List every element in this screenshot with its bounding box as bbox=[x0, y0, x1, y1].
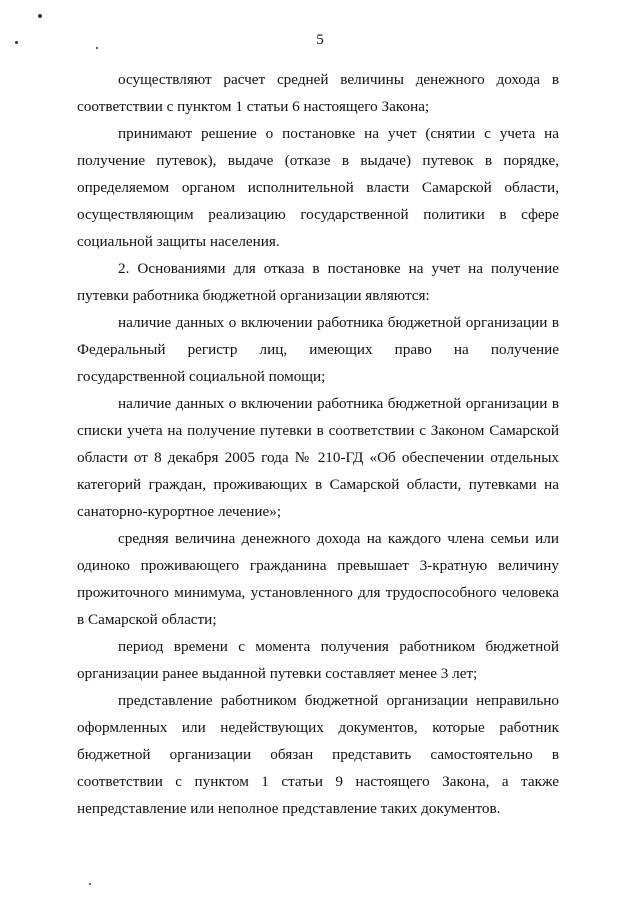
paragraph: наличие данных о включении работника бюджетной организации в списки учета на получение путевки в соответствии с Законом Самарской области от 8 декабря 2005 года № 210-ГД «Об обеспечении отдельных категорий граждан, проживающих в Самарской области, путевками на санаторно-курортное лечение»; bbox=[77, 395, 559, 520]
document-body bbox=[77, 66, 559, 822]
paragraph: средняя величина денежного дохода на каждого члена семьи или одиноко проживающего гражданина превышает 3-кратную величину прожиточного минимума, установленного для трудоспособного человека в Самарской области; bbox=[77, 530, 559, 628]
paragraph: осуществляют расчет средней величины денежного дохода в соответствии с пунктом 1 статьи 6 настоящего Закона; bbox=[77, 71, 559, 115]
paragraph: представление работником бюджетной организации неправильно оформленных или недействующих документов, которые работник бюджетной организации обязан представить самостоятельно в соответствии с пунктом 1 статьи 9 настоящего Закона, а также непредставление или неполное представление таких документов. bbox=[77, 692, 559, 817]
paragraph: 2. Основаниями для отказа в постановке на учет на получение путевки работника бюджетной организации являются: bbox=[77, 260, 559, 304]
page-number: 5 bbox=[316, 32, 324, 48]
paragraph: наличие данных о включении работника бюджетной организации в Федеральный регистр лиц, имеющих право на получение государственной социальной помощи; bbox=[77, 314, 559, 385]
scan-speck bbox=[38, 14, 42, 18]
scan-speck bbox=[89, 883, 91, 885]
paragraph: период времени с момента получения работником бюджетной организации ранее выданной путевки составляет менее 3 лет; bbox=[77, 638, 559, 682]
paragraph: принимают решение о постановке на учет (снятии с учета на получение путевок), выдаче (отказе в выдаче) путевок в порядке, определяемом органом исполнительной власти Самарской области, осуществляющим реализацию государственной политики в сфере социальной защиты населения. bbox=[77, 125, 559, 250]
